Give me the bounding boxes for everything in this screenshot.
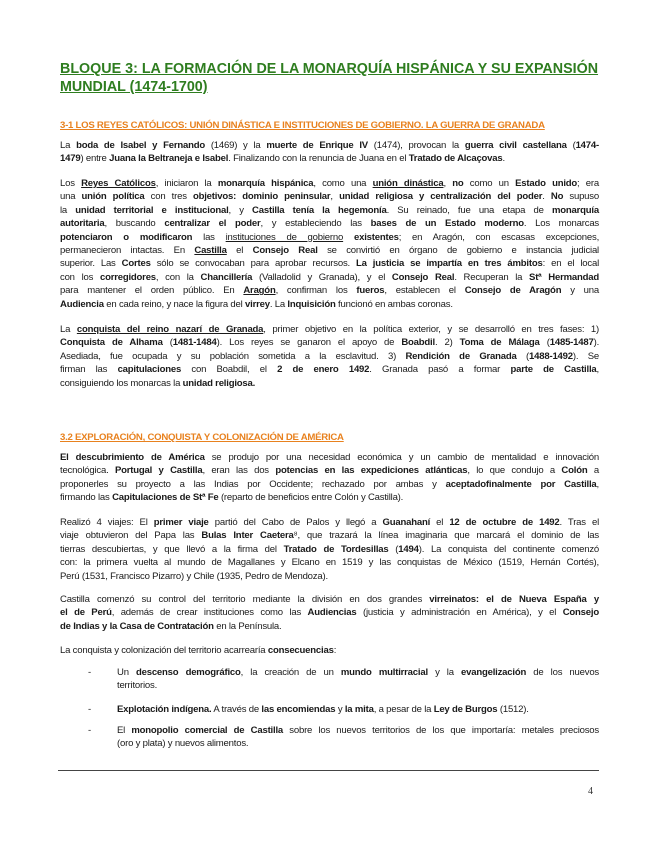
text-line: Audiencia en cada reino, y nace la figura del virrey. La Inquisición funcionó en ambas coronas. bbox=[60, 298, 453, 310]
paragraph-7 bbox=[60, 644, 599, 657]
text-line: con los corregidores, con la Chancillería (Valladolid y Granada), y el Consejo Real. Recuperan la Stª Hermandad bbox=[60, 271, 600, 283]
text-line: superior. Las Cortes sólo se convocaban para aprobar recursos. La justicia se impartía en tres ámbitos: en el local bbox=[60, 258, 600, 270]
text-line: permanecieron intactas. En Castilla el Consejo Real se convirtió en órgano de gobierno e instancia judicial bbox=[60, 245, 599, 257]
text-line: Conquista de Alhama (1481-1484). Los reyes se ganaron el apoyo de Boabdil. 2) Toma de Málaga (1485-1487). bbox=[60, 337, 600, 349]
bullet-dash: - bbox=[88, 667, 91, 678]
text-line: El monopolio comercial de Castilla sobre los nuevos territorios de los que importaría: metales preciosos bbox=[117, 725, 599, 736]
bullet-text bbox=[117, 666, 599, 693]
text-line: Perú (1531, Francisco Pizarro) y Chile (1935, Pedro de Mendoza). bbox=[60, 570, 328, 582]
text-line: con: la primera vuelta al mundo de Magallanes y Elcano en 1519 y las conquistas de México (1519, Hernán Cortés), bbox=[60, 557, 599, 569]
text-line: El descubrimiento de América se produjo por una necesidad económica y un cambio de mentalidad e innovación bbox=[60, 452, 599, 463]
paragraph-6 bbox=[60, 593, 599, 633]
text-line: firman las capitulaciones con Boabdil, el 2 de enero 1492. Granada pasó a formar parte de Castilla, bbox=[60, 364, 599, 376]
text-line: Castilla comenzó su control del territorio mediante la división en dos grandes virreinatos: el de Nueva España y bbox=[60, 594, 599, 605]
text-line: proponerles su proyecto a las Indias por Occidente; rechazado por ambas y aceptadofinalmente por Castilla, bbox=[60, 478, 599, 490]
text-line: tecnológica. Portugal y Castilla, eran las dos potencias en las expediciones atlánticas, lo que condujo a Colón a bbox=[60, 465, 600, 477]
text-line: de Indias y la Casa de Contratación en la Península. bbox=[60, 620, 282, 632]
text-line: La conquista del reino nazarí de Granada, primer objetivo en la política exterior, y se desarrolló en tres fases: 1) bbox=[60, 324, 600, 335]
text-line: (oro y plata) y nuevos alimentos. bbox=[117, 738, 249, 750]
bullet-text bbox=[117, 724, 599, 751]
footer-divider bbox=[58, 770, 599, 771]
bullet-dash: - bbox=[88, 725, 91, 736]
text-line: autoritaria, buscando centralizar el poder, y estableciendo las bases de un Estado moderno. Los monarcas bbox=[60, 218, 599, 230]
page-number: 4 bbox=[588, 786, 593, 797]
text-line: para mantener el orden público. En Aragón, confirman los fueros, establecen el Consejo de Aragón y una bbox=[60, 285, 599, 297]
text-line: una unión política con tres objetivos: dominio peninsular, unidad religiosa y centralización del poder. No supuso bbox=[60, 191, 599, 203]
paragraph-4 bbox=[60, 451, 599, 505]
text-line: Un descenso demográfico, la creación de un mundo multirracial y la evangelización de los nuevos bbox=[117, 667, 600, 678]
title-line-2: MUNDIAL (1474-1700) bbox=[60, 79, 208, 95]
text-line: viaje obtuvieron del Papa las Bulas Inter Caetera⁸, que trazará la línea imaginaria que marcará el dominio de las bbox=[60, 530, 599, 542]
text-line: 1479) entre Juana la Beltraneja e Isabel. Finalizando con la renuncia de Juana en el Tratado de Alcaçovas. bbox=[60, 153, 505, 165]
paragraph-3 bbox=[60, 323, 599, 390]
document-title bbox=[60, 60, 600, 96]
text-line: Asediada, fue ocupada y su población sometida a la esclavitud. 3) Rendición de Granada (1488-1492). Se bbox=[60, 350, 599, 362]
text-line: potenciaron o modificaron las instituciones de gobierno existentes; en Aragón, con escasas excepciones, bbox=[60, 231, 600, 243]
title-line-1: BLOQUE 3: LA FORMACIÓN DE LA MONARQUÍA HISPÁNICA Y SU EXPANSIÓN bbox=[60, 61, 599, 77]
text-line: consiguiendo los monarcas la unidad religiosa. bbox=[60, 377, 256, 389]
text-line: firmando las Capitulaciones de Stª Fe (reparto de beneficios entre Colón y Castilla). bbox=[60, 492, 404, 504]
text-line: territorios. bbox=[117, 680, 158, 692]
text-line: el de Perú, además de crear instituciones como las Audiencias (justicia y administración en América), y el Consejo bbox=[60, 607, 599, 619]
text-line: la unidad territorial e institucional, y Castilla tenía la hegemonía. Su reinado, fue una etapa de monarquía bbox=[60, 204, 599, 216]
text-line: Explotación indígena. A través de las encomiendas y la mita, a pesar de la Ley de Burgos (1512). bbox=[117, 704, 529, 715]
section-2-heading: 3.2 EXPLORACIÓN, CONQUISTA Y COLONIZACIÓN DE AMÉRICA bbox=[60, 432, 344, 443]
bullet-dash: - bbox=[88, 704, 91, 715]
text-line: La boda de Isabel y Fernando (1469) y la muerte de Enrique IV (1474), provocan la guerra civil castellana (1474- bbox=[60, 140, 599, 151]
text-line: tierras descubiertas, y que llevó a la firma del Tratado de Tordesillas (1494). La conquista del continente comenzó bbox=[60, 543, 599, 555]
text-line: Realizó 4 viajes: El primer viaje partió del Cabo de Palos y llegó a Guanahaní el 12 de octubre de 1492. Tras el bbox=[60, 517, 600, 528]
section-1-heading: 3-1 LOS REYES CATÓLICOS: UNIÓN DINÁSTICA E INSTITUCIONES DE GOBIERNO. LA GUERRA DE GRANADA bbox=[60, 120, 545, 131]
text-line: Los Reyes Católicos, iniciaron la monarquía hispánica, como una unión dinástica, no como un Estado unido; era bbox=[60, 178, 599, 189]
bullet-text bbox=[117, 703, 599, 716]
text-line: La conquista y colonización del territorio acarrearía consecuencias: bbox=[60, 645, 337, 656]
paragraph-1 bbox=[60, 139, 599, 166]
paragraph-2 bbox=[60, 177, 599, 311]
paragraph-5 bbox=[60, 516, 599, 583]
